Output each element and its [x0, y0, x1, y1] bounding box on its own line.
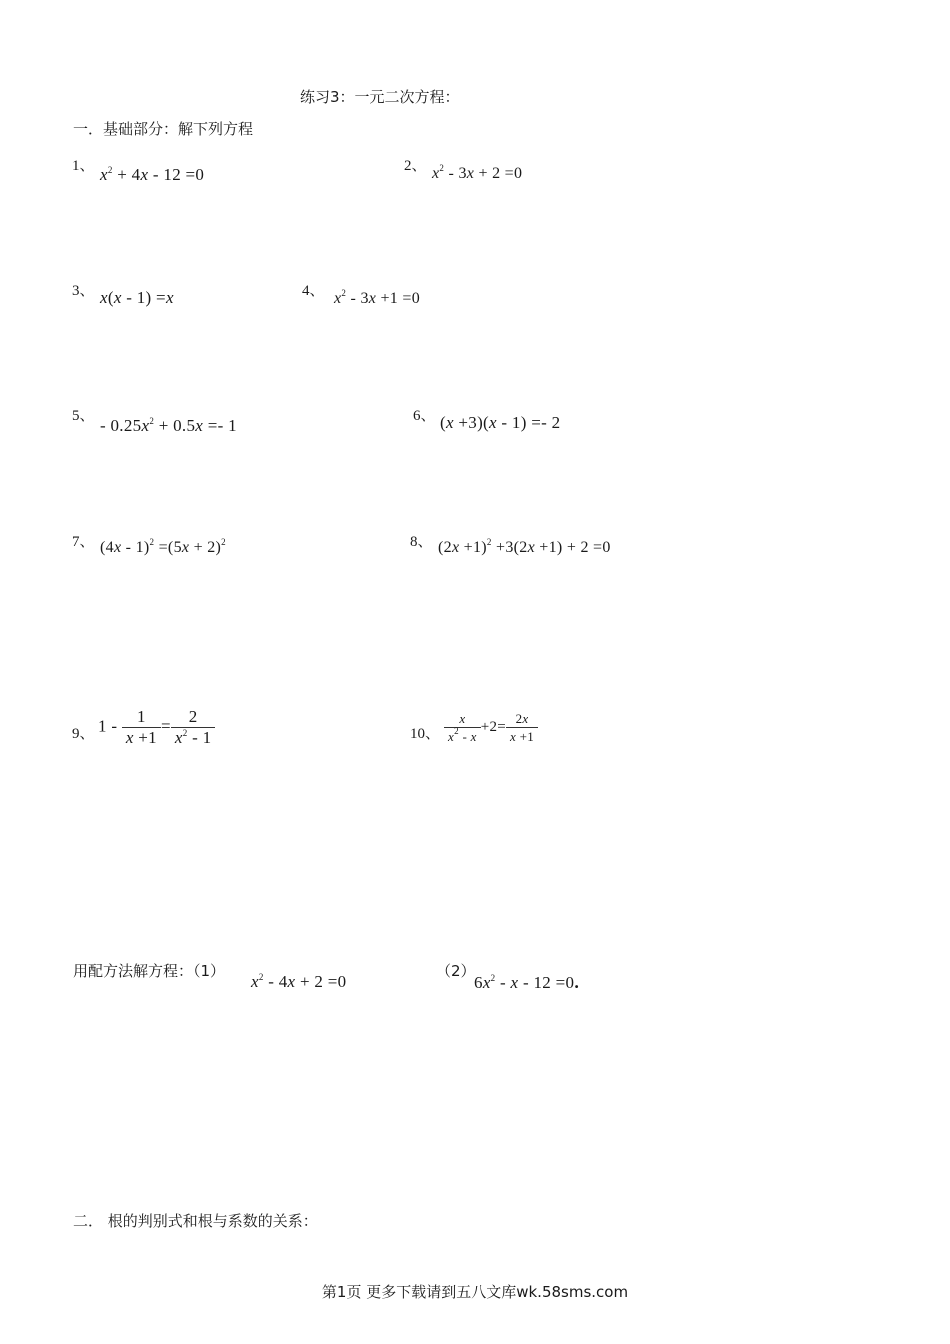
problem-7-label: 7、 — [72, 534, 95, 550]
problem-7-equation: $(4x - 1)^2 =(5x + 2)^2$ — [100, 537, 226, 556]
fraction: $\frac{2}{x^2 - 1}$ — [171, 707, 216, 748]
problem-9-equation: 1 - $\frac{1}{x +1}$ = $\frac{2}{x^2 - 1}$ — [98, 707, 215, 748]
problem-10-label: 10、 — [410, 726, 441, 742]
problem-1-label: 1、 — [72, 158, 95, 174]
problem-3-label: 3、 — [72, 283, 95, 299]
problem-6-equation: (x +3)(x - 1) =- 2 — [440, 413, 561, 432]
problem-6-label: 6、 — [413, 408, 436, 424]
problem-10-equation: $\frac{x}{x^2 - x}$ +2= $\frac{2x}{x +1}$ — [444, 710, 538, 745]
page-title: 练习3：一元二次方程： — [300, 88, 460, 106]
problem-5-equation: - $0.25x^2 + 0.5x =- 1$ — [100, 416, 237, 435]
section-1-heading: 一．基础部分：解下列方程 — [73, 120, 254, 138]
completing-square-equation-2: $6x^2 - x - 12 =0$. — [474, 972, 580, 992]
problem-9-label: 9、 — [72, 726, 95, 742]
completing-square-equation-1: $x^2 - 4x + 2 =0$ — [251, 972, 347, 991]
fraction: $\frac{x}{x^2 - x}$ — [444, 710, 481, 745]
problem-8-label: 8、 — [410, 534, 433, 550]
fraction: $\frac{1}{x +1}$ — [122, 707, 161, 748]
problem-8-equation: $(2x +1)^2 +3(2x +1) + 2 =0$ — [438, 537, 611, 556]
problem-5-label: 5、 — [72, 408, 95, 424]
problem-4-label: 4、 — [302, 283, 325, 299]
problem-2-label: 2、 — [404, 158, 427, 174]
completing-square-label-2: （2） — [436, 962, 476, 980]
problem-3-equation: x(x - 1) =x — [100, 288, 174, 307]
completing-square-label: 用配方法解方程：（1） — [73, 962, 226, 980]
problem-2-equation: $x^2 - 3x + 2 =0$ — [432, 163, 523, 182]
page-footer: 第1页 更多下载请到五八文库wk.58sms.com — [321, 1283, 629, 1301]
problem-4-equation: $x^2 - 3x +1 =0$ — [334, 288, 421, 307]
fraction: $\frac{2x}{x +1}$ — [506, 710, 538, 745]
section-2-heading: 二． 根的判别式和根与系数的关系： — [73, 1212, 318, 1230]
problem-1-equation: $x^2 + 4x - 12 =0$ — [100, 165, 205, 184]
